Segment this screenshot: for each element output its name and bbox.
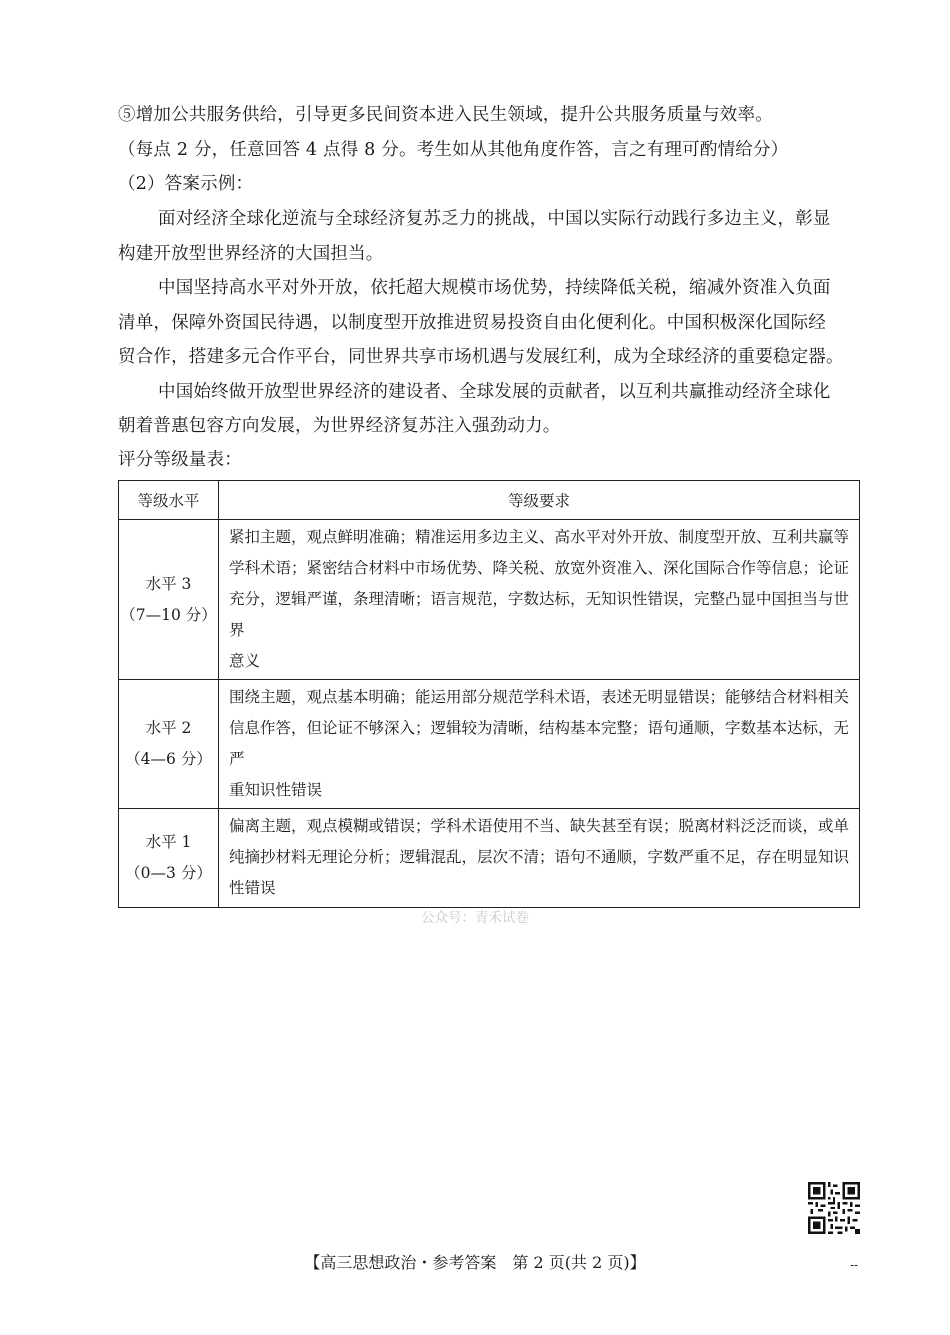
table-header-row: [119, 481, 860, 520]
level-range: （4—6 分）: [125, 750, 212, 768]
table-row: [119, 680, 860, 809]
requirement-line: 纯摘抄材料无理论分析；逻辑混乱，层次不清；语句不通顺，字数严重不足，存在明显知识: [229, 848, 850, 866]
level-cell: [119, 520, 219, 680]
level-name: 水平 2: [145, 719, 192, 737]
essay-para3-line1: 中国始终做开放型世界经济的建设者、全球发展的贡献者，以互利共赢推动经济全球化: [158, 382, 831, 402]
table-row: [119, 520, 860, 680]
requirement-line: 紧扣主题，观点鲜明准确；精准运用多边主义、高水平对外开放、制度型开放、互利共赢等: [229, 528, 850, 546]
level-range: （7—10 分）: [120, 605, 217, 624]
requirement-line: 偏离主题，观点模糊或错误；学科术语使用不当、缺失甚至有误；脱离材料泛泛而谈，或单: [229, 817, 850, 835]
requirement-line: 重知识性错误: [229, 781, 323, 799]
watermark-text: 公众号：青禾试卷: [421, 910, 529, 926]
scoring-note: （每点 2 分，任意回答 4 点得 8 分。考生如从其他角度作答，言之有理可酌情给分）: [118, 140, 789, 160]
level-cell: [119, 809, 219, 908]
essay-para2-line1: 中国坚持高水平对外开放，依托超大规模市场优势，持续降低关税，缩减外资准入负面: [158, 278, 831, 298]
level-name: 水平 1: [145, 833, 192, 851]
essay-para2-line3: 贸合作，搭建多元合作平台，同世界共享市场机遇与发展红利，成为全球经济的重要稳定器。: [118, 347, 844, 367]
header-level: 等级水平: [119, 481, 219, 520]
essay-para1-line1: 面对经济全球化逆流与全球经济复苏乏力的挑战，中国以实际行动践行多边主义，彰显: [158, 209, 831, 229]
level-range: （0—3 分）: [125, 864, 212, 882]
requirement-cell: [219, 680, 860, 809]
requirement-line: 围绕主题，观点基本明确；能运用部分规范学科术语，表述无明显错误；能够结合材料相关: [229, 688, 850, 706]
level-cell: [119, 680, 219, 809]
requirement-line: 充分，逻辑严谨，条理清晰；语言规范，字数达标，无知识性错误，完整凸显中国担当与世界: [229, 590, 850, 639]
essay-para1-line2: 构建开放型世界经济的大国担当。: [118, 244, 384, 264]
requirement-line: 意义: [229, 652, 261, 670]
answer-point-5: ⑤增加公共服务供给，引导更多民间资本进入民生领域，提升公共服务质量与效率。: [118, 105, 773, 125]
essay-para3-line2: 朝着普惠包容方向发展，为世界经济复苏注入强劲动力。: [118, 416, 561, 436]
corner-mark: --: [850, 1258, 859, 1272]
requirement-cell: [219, 520, 860, 680]
requirement-line: 信息作答，但论证不够深入；逻辑较为清晰，结构基本完整；语句通顺，字数基本达标，无严: [229, 719, 850, 768]
essay-para2-line2: 清单，保障外资国民待遇，以制度型开放推进贸易投资自由化便利化。中国积极深化国际经: [118, 313, 826, 333]
qr-code-icon: [808, 1182, 860, 1234]
table-row: [119, 809, 860, 908]
page-footer: 【高三思想政治・参考答案 第 2 页(共 2 页)】: [304, 1253, 646, 1272]
level-name: 水平 3: [145, 574, 192, 593]
sub-question-heading: （2）答案示例：: [118, 174, 254, 194]
requirement-line: 学科术语；紧密结合材料中市场优势、降关税、放宽外资准入、深化国际合作等信息；论证: [229, 559, 850, 577]
grading-scale-table: [118, 480, 860, 908]
scale-title: 评分等级量表：: [118, 450, 242, 470]
requirement-line: 性错误: [229, 879, 276, 897]
header-requirements: 等级要求: [219, 481, 860, 520]
requirement-cell: [219, 809, 860, 908]
